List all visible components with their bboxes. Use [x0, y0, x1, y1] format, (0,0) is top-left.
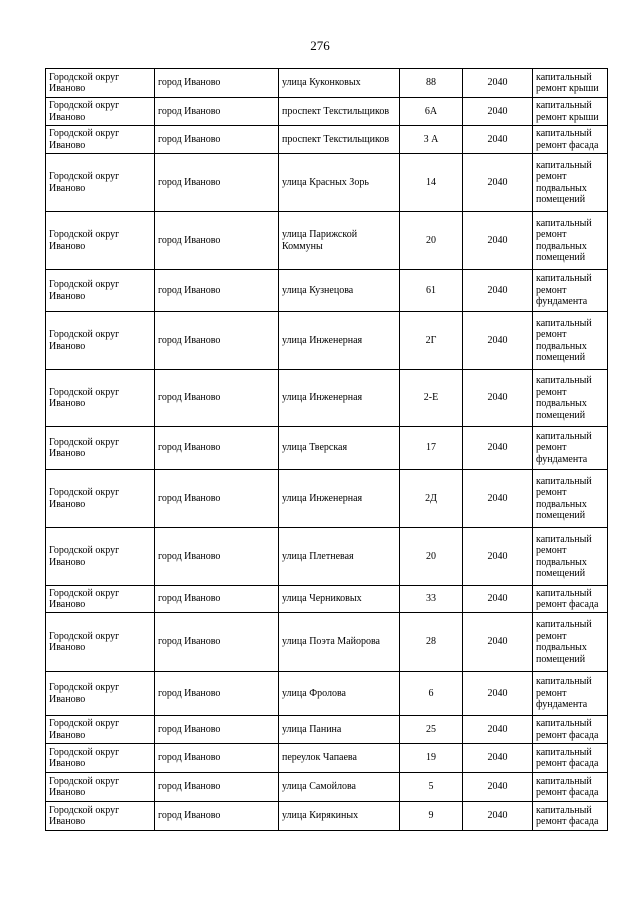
municipality-cell: Городской округ Иваново: [46, 312, 155, 370]
municipality-cell: Городской округ Иваново: [46, 126, 155, 154]
street-cell: улица Инженерная: [279, 312, 400, 370]
table-row: [46, 586, 608, 613]
year-cell: 2040: [463, 98, 533, 126]
house-number-cell: 61: [400, 270, 463, 312]
city-cell: город Иваново: [155, 370, 279, 427]
table-row: [46, 126, 608, 154]
year-cell: 2040: [463, 744, 533, 773]
year-cell: 2040: [463, 716, 533, 744]
city-cell: город Иваново: [155, 744, 279, 773]
city-cell: город Иваново: [155, 802, 279, 831]
municipality-cell: Городской округ Иваново: [46, 528, 155, 586]
work-type-cell: капитальный ремонт фасада: [533, 586, 608, 613]
city-cell: город Иваново: [155, 69, 279, 98]
work-type-cell: капитальный ремонт подвальных помещений: [533, 613, 608, 672]
year-cell: 2040: [463, 613, 533, 672]
house-number-cell: 20: [400, 528, 463, 586]
city-cell: город Иваново: [155, 672, 279, 716]
city-cell: город Иваново: [155, 126, 279, 154]
municipality-cell: Городской округ Иваново: [46, 773, 155, 802]
city-cell: город Иваново: [155, 427, 279, 470]
municipality-cell: Городской округ Иваново: [46, 470, 155, 528]
street-cell: проспект Текстильщиков: [279, 98, 400, 126]
work-type-cell: капитальный ремонт фасада: [533, 126, 608, 154]
street-cell: улица Красных Зорь: [279, 154, 400, 212]
table-row: [46, 98, 608, 126]
work-type-cell: капитальный ремонт фундамента: [533, 427, 608, 470]
year-cell: 2040: [463, 270, 533, 312]
city-cell: город Иваново: [155, 586, 279, 613]
work-type-cell: капитальный ремонт фасада: [533, 773, 608, 802]
table-row: [46, 270, 608, 312]
house-number-cell: 2Д: [400, 470, 463, 528]
work-type-cell: капитальный ремонт подвальных помещений: [533, 370, 608, 427]
municipality-cell: Городской округ Иваново: [46, 270, 155, 312]
city-cell: город Иваново: [155, 212, 279, 270]
municipality-cell: Городской округ Иваново: [46, 672, 155, 716]
city-cell: город Иваново: [155, 154, 279, 212]
street-cell: улица Тверская: [279, 427, 400, 470]
house-number-cell: 5: [400, 773, 463, 802]
street-cell: улица Поэта Майорова: [279, 613, 400, 672]
street-cell: улица Инженерная: [279, 370, 400, 427]
city-cell: город Иваново: [155, 773, 279, 802]
municipality-cell: Городской округ Иваново: [46, 98, 155, 126]
municipality-cell: Городской округ Иваново: [46, 427, 155, 470]
work-type-cell: капитальный ремонт крыши: [533, 98, 608, 126]
street-cell: улица Инженерная: [279, 470, 400, 528]
municipality-cell: Городской округ Иваново: [46, 586, 155, 613]
house-number-cell: 33: [400, 586, 463, 613]
street-cell: переулок Чапаева: [279, 744, 400, 773]
page-number: 276: [310, 38, 330, 53]
table-row: [46, 802, 608, 831]
work-type-cell: капитальный ремонт фасада: [533, 802, 608, 831]
work-type-cell: капитальный ремонт крыши: [533, 69, 608, 98]
municipality-cell: Городской округ Иваново: [46, 69, 155, 98]
municipality-cell: Городской округ Иваново: [46, 744, 155, 773]
repair-plan-table: [45, 68, 608, 831]
work-type-cell: капитальный ремонт подвальных помещений: [533, 212, 608, 270]
table-row: [46, 470, 608, 528]
year-cell: 2040: [463, 672, 533, 716]
street-cell: улица Кузнецова: [279, 270, 400, 312]
table-row: [46, 312, 608, 370]
table-row: [46, 773, 608, 802]
house-number-cell: 14: [400, 154, 463, 212]
street-cell: проспект Текстильщиков: [279, 126, 400, 154]
street-cell: улица Плетневая: [279, 528, 400, 586]
street-cell: улица Черниковых: [279, 586, 400, 613]
street-cell: улица Кирякиных: [279, 802, 400, 831]
year-cell: 2040: [463, 427, 533, 470]
city-cell: город Иваново: [155, 98, 279, 126]
municipality-cell: Городской округ Иваново: [46, 802, 155, 831]
work-type-cell: капитальный ремонт фундамента: [533, 270, 608, 312]
table-row: [46, 154, 608, 212]
street-cell: улица Куконковых: [279, 69, 400, 98]
municipality-cell: Городской округ Иваново: [46, 370, 155, 427]
street-cell: улица Фролова: [279, 672, 400, 716]
year-cell: 2040: [463, 528, 533, 586]
house-number-cell: 20: [400, 212, 463, 270]
municipality-cell: Городской округ Иваново: [46, 154, 155, 212]
year-cell: 2040: [463, 802, 533, 831]
city-cell: город Иваново: [155, 312, 279, 370]
repair-plan-table-body: [46, 69, 608, 831]
street-cell: улица Самойлова: [279, 773, 400, 802]
street-cell: улица Парижской Коммуны: [279, 212, 400, 270]
work-type-cell: капитальный ремонт фундамента: [533, 672, 608, 716]
house-number-cell: 9: [400, 802, 463, 831]
house-number-cell: 6: [400, 672, 463, 716]
street-cell: улица Панина: [279, 716, 400, 744]
house-number-cell: 17: [400, 427, 463, 470]
table-row: [46, 528, 608, 586]
year-cell: 2040: [463, 586, 533, 613]
municipality-cell: Городской округ Иваново: [46, 613, 155, 672]
house-number-cell: 19: [400, 744, 463, 773]
work-type-cell: капитальный ремонт подвальных помещений: [533, 312, 608, 370]
house-number-cell: 28: [400, 613, 463, 672]
table-row: [46, 427, 608, 470]
table-row: [46, 672, 608, 716]
table-row: [46, 716, 608, 744]
house-number-cell: 2Г: [400, 312, 463, 370]
year-cell: 2040: [463, 470, 533, 528]
table-row: [46, 370, 608, 427]
year-cell: 2040: [463, 212, 533, 270]
year-cell: 2040: [463, 312, 533, 370]
year-cell: 2040: [463, 126, 533, 154]
house-number-cell: 3 А: [400, 126, 463, 154]
work-type-cell: капитальный ремонт подвальных помещений: [533, 154, 608, 212]
city-cell: город Иваново: [155, 716, 279, 744]
work-type-cell: капитальный ремонт фасада: [533, 744, 608, 773]
city-cell: город Иваново: [155, 270, 279, 312]
table-row: [46, 613, 608, 672]
house-number-cell: 6А: [400, 98, 463, 126]
municipality-cell: Городской округ Иваново: [46, 212, 155, 270]
year-cell: 2040: [463, 370, 533, 427]
year-cell: 2040: [463, 69, 533, 98]
house-number-cell: 88: [400, 69, 463, 98]
work-type-cell: капитальный ремонт подвальных помещений: [533, 528, 608, 586]
year-cell: 2040: [463, 773, 533, 802]
city-cell: город Иваново: [155, 470, 279, 528]
year-cell: 2040: [463, 154, 533, 212]
table-row: [46, 744, 608, 773]
work-type-cell: капитальный ремонт подвальных помещений: [533, 470, 608, 528]
city-cell: город Иваново: [155, 613, 279, 672]
table-row: [46, 69, 608, 98]
work-type-cell: капитальный ремонт фасада: [533, 716, 608, 744]
house-number-cell: 2-Е: [400, 370, 463, 427]
house-number-cell: 25: [400, 716, 463, 744]
table-row: [46, 212, 608, 270]
city-cell: город Иваново: [155, 528, 279, 586]
municipality-cell: Городской округ Иваново: [46, 716, 155, 744]
